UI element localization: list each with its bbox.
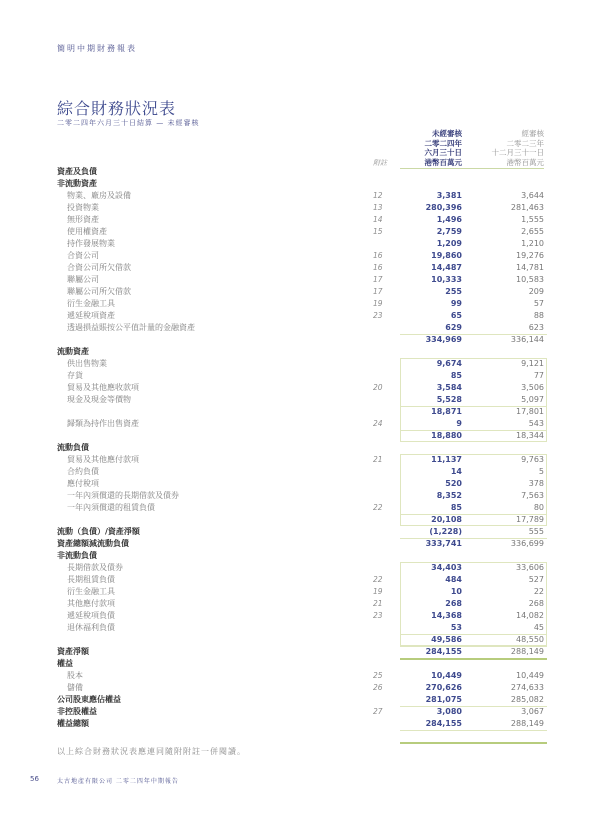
note-ref: 14 <box>373 215 383 224</box>
value-current: 53 <box>450 623 462 632</box>
value-current: 14 <box>450 467 462 476</box>
row-label: 股本 <box>67 671 83 680</box>
table-row <box>57 250 547 262</box>
table-row <box>57 166 547 178</box>
row-label: 流動負債 <box>57 443 89 452</box>
value-current: 18,871 <box>431 407 462 416</box>
row-label: 儲備 <box>67 683 83 692</box>
value-current: 520 <box>445 479 462 488</box>
row-label: 聯屬公司所欠借款 <box>67 287 131 296</box>
value-previous: 623 <box>528 323 544 332</box>
value-current: 484 <box>445 575 462 584</box>
row-label: 遞延稅項負債 <box>67 611 115 620</box>
row-label: 長期借款及債券 <box>67 563 123 572</box>
rule-line <box>400 706 547 707</box>
note-ref: 22 <box>373 575 383 584</box>
value-current: 9,674 <box>436 359 462 368</box>
row-label: 物業、廠房及設備 <box>67 191 131 200</box>
note-ref: 23 <box>373 611 383 620</box>
value-current: 1,496 <box>436 215 462 224</box>
note-ref: 22 <box>373 503 383 512</box>
row-label: 聯屬公司 <box>67 275 99 284</box>
row-label: 使用權資產 <box>67 227 107 236</box>
value-current: 14,368 <box>431 611 462 620</box>
value-current: 18,880 <box>431 431 462 440</box>
row-label: 透過損益賬按公平值計量的金融資產 <box>67 323 195 332</box>
value-previous: 33,606 <box>516 563 544 572</box>
value-current: 5,528 <box>436 395 462 404</box>
table-row <box>57 670 547 682</box>
rule-line <box>400 334 547 335</box>
value-current: 270,626 <box>425 683 462 692</box>
row-label: 歸類為持作出售資產 <box>67 419 139 428</box>
row-label: 貿易及其他應收款項 <box>67 383 139 392</box>
note-ref: 17 <box>373 275 383 284</box>
column-header-current <box>390 129 462 167</box>
value-current: 65 <box>450 311 462 320</box>
table-row <box>57 322 547 334</box>
value-previous: 281,463 <box>510 203 544 212</box>
value-current: 268 <box>445 599 462 608</box>
note-ref: 15 <box>373 227 383 236</box>
row-label: 一年內須償還的長期借款及債券 <box>67 491 179 500</box>
value-previous: 1,555 <box>521 215 544 224</box>
row-label: 合資公司所欠借款 <box>67 263 131 272</box>
value-current: 3,381 <box>436 191 462 200</box>
row-label: 應付稅項 <box>67 479 99 488</box>
note-ref: 12 <box>373 191 383 200</box>
note-ref: 25 <box>373 671 383 680</box>
col-previous-line: 經審核 <box>521 129 544 138</box>
value-current: 11,137 <box>431 455 462 464</box>
note-ref: 13 <box>373 203 383 212</box>
table-row <box>57 238 547 250</box>
col-current-line: 六月三十日 <box>424 148 462 157</box>
value-current: 1,209 <box>436 239 462 248</box>
row-label: 遞延稅項資產 <box>67 311 115 320</box>
row-label: 合約負債 <box>67 467 99 476</box>
rule-line <box>400 658 547 660</box>
row-label: 持作發展物業 <box>67 239 115 248</box>
value-current: 284,155 <box>425 719 462 728</box>
note-ref: 19 <box>373 299 383 308</box>
page-number: 56 <box>30 775 39 783</box>
row-label: 資產及負債 <box>57 167 97 176</box>
value-previous: 336,144 <box>510 335 544 344</box>
row-label: 權益 <box>57 659 73 668</box>
table-row <box>57 346 547 358</box>
col-current-line: 未經審核 <box>432 129 462 138</box>
footer-text: 太古地產有限公司 二零二四年中期報告 <box>57 778 179 785</box>
row-label: 無形資產 <box>67 215 99 224</box>
row-label: 現金及現金等價物 <box>67 395 131 404</box>
rule-line <box>400 406 547 407</box>
note-ref: 24 <box>373 419 383 428</box>
row-label: 非流動資產 <box>57 179 97 188</box>
value-current: 284,155 <box>425 647 462 656</box>
note-ref: 20 <box>373 383 383 392</box>
value-previous: 5 <box>538 467 544 476</box>
rule-line <box>400 634 547 635</box>
row-label: 貿易及其他應付款項 <box>67 455 139 464</box>
value-current: 334,969 <box>425 335 462 344</box>
note-ref: 23 <box>373 311 383 320</box>
value-previous: 14,082 <box>516 611 544 620</box>
table-row <box>57 442 547 454</box>
value-current: 8,352 <box>436 491 462 500</box>
value-current: 99 <box>450 299 462 308</box>
value-current: 10,449 <box>431 671 462 680</box>
value-previous: 19,276 <box>516 251 544 260</box>
value-previous: 3,506 <box>521 383 544 392</box>
value-current: 629 <box>445 323 462 332</box>
value-current: 255 <box>445 287 462 296</box>
note-ref: 21 <box>373 455 383 464</box>
table-row <box>57 706 547 718</box>
row-label: 供出售物業 <box>67 359 107 368</box>
row-label: 衍生金融工具 <box>67 587 115 596</box>
group-box <box>400 454 547 526</box>
row-label: 流動（負債）/資產淨額 <box>57 527 140 536</box>
note-ref: 21 <box>373 599 383 608</box>
rule-line <box>400 430 547 431</box>
row-label: 投資物業 <box>67 203 99 212</box>
rule-line <box>400 646 547 647</box>
table-row <box>57 646 547 658</box>
value-previous: 378 <box>528 479 544 488</box>
value-previous: 527 <box>528 575 544 584</box>
row-label: 公司股東應佔權益 <box>57 695 121 704</box>
value-current: 14,487 <box>431 263 462 272</box>
row-label: 其他應付款項 <box>67 599 115 608</box>
table-row <box>57 310 547 322</box>
table-row <box>57 178 547 190</box>
value-current: 19,860 <box>431 251 462 260</box>
table-row <box>57 190 547 202</box>
value-previous: 336,699 <box>510 539 544 548</box>
table-row <box>57 274 547 286</box>
value-current: 49,586 <box>431 635 462 644</box>
value-previous: 48,550 <box>516 635 544 644</box>
column-header-previous <box>470 129 544 167</box>
value-previous: 45 <box>533 623 544 632</box>
row-label: 長期租賃負債 <box>67 575 115 584</box>
value-previous: 268 <box>528 599 544 608</box>
col-previous-line: 港幣百萬元 <box>506 157 544 167</box>
table-row <box>57 262 547 274</box>
value-current: 333,741 <box>425 539 462 548</box>
table-row <box>57 682 547 694</box>
row-label: 合資公司 <box>67 251 99 260</box>
note-ref: 16 <box>373 251 383 260</box>
table-row <box>57 298 547 310</box>
row-label: 非控股權益 <box>57 707 97 716</box>
col-previous-line: 十二月三十一日 <box>491 148 544 157</box>
value-previous: 10,583 <box>516 275 544 284</box>
value-previous: 288,149 <box>510 647 544 656</box>
value-current: 2,759 <box>436 227 462 236</box>
note-ref: 27 <box>373 707 383 716</box>
value-current: 280,396 <box>425 203 462 212</box>
value-previous: 555 <box>528 527 544 536</box>
value-previous: 2,655 <box>521 227 544 236</box>
value-current: 20,108 <box>431 515 462 524</box>
page-title: 綜合財務狀況表 <box>57 99 177 118</box>
column-header-note: 附註 <box>373 159 387 167</box>
value-previous: 88 <box>533 311 544 320</box>
value-previous: 18,344 <box>516 431 544 440</box>
value-current: 10 <box>450 587 462 596</box>
col-current-line: 港幣百萬元 <box>424 157 462 167</box>
value-previous: 9,121 <box>521 359 544 368</box>
table-row <box>57 226 547 238</box>
row-label: 衍生金融工具 <box>67 299 115 308</box>
rule-line <box>400 730 547 731</box>
value-previous: 7,563 <box>521 491 544 500</box>
value-current: 85 <box>450 371 462 380</box>
value-previous: 57 <box>533 299 544 308</box>
note-ref: 16 <box>373 263 383 272</box>
page-subtitle: 二零二四年六月三十日結算 — 未經審核 <box>57 119 200 127</box>
value-previous: 9,763 <box>521 455 544 464</box>
value-previous: 22 <box>533 587 544 596</box>
value-previous: 274,633 <box>510 683 544 692</box>
table-row <box>57 538 547 550</box>
value-previous: 77 <box>533 371 544 380</box>
value-previous: 3,644 <box>521 191 544 200</box>
value-previous: 209 <box>528 287 544 296</box>
value-current: 10,333 <box>431 275 462 284</box>
rule-line <box>400 514 547 515</box>
col-previous-line: 二零二三年 <box>506 138 544 148</box>
table-row <box>57 214 547 226</box>
value-previous: 1,210 <box>521 239 544 248</box>
value-current: (1,228) <box>429 527 462 536</box>
value-current: 3,584 <box>436 383 462 392</box>
value-previous: 80 <box>533 503 544 512</box>
row-label: 資產總額減流動負債 <box>57 539 129 548</box>
footnote: 以上綜合財務狀況表應連同隨附附註一併閱讀。 <box>57 747 246 756</box>
table-row <box>57 718 547 730</box>
row-label: 退休福利負債 <box>67 623 115 632</box>
value-current: 9 <box>456 419 462 428</box>
note-ref: 26 <box>373 683 383 692</box>
note-ref: 17 <box>373 287 383 296</box>
rule-line <box>400 742 547 744</box>
value-current: 3,080 <box>436 707 462 716</box>
value-previous: 543 <box>528 419 544 428</box>
value-previous: 14,781 <box>516 263 544 272</box>
section-label: 簡明中期財務報表 <box>57 44 137 53</box>
value-current: 34,403 <box>431 563 462 572</box>
value-current: 85 <box>450 503 462 512</box>
table-row <box>57 202 547 214</box>
value-previous: 3,067 <box>521 707 544 716</box>
rule-line <box>400 538 547 539</box>
note-ref: 19 <box>373 587 383 596</box>
table-row <box>57 526 547 538</box>
table-row <box>57 694 547 706</box>
row-label: 權益總額 <box>57 719 89 728</box>
value-previous: 288,149 <box>510 719 544 728</box>
value-previous: 285,082 <box>510 695 544 704</box>
table-row <box>57 550 547 562</box>
row-label: 資產淨額 <box>57 647 89 656</box>
row-label: 非流動負債 <box>57 551 97 560</box>
table-row <box>57 286 547 298</box>
value-previous: 17,789 <box>516 515 544 524</box>
col-current-line: 二零二四年 <box>424 138 462 148</box>
value-previous: 5,097 <box>521 395 544 404</box>
value-previous: 10,449 <box>516 671 544 680</box>
subtotal-row <box>57 334 547 346</box>
row-label: 一年內須償還的租賃負債 <box>67 503 155 512</box>
row-label: 存貨 <box>67 371 83 380</box>
row-label: 流動資產 <box>57 347 89 356</box>
value-previous: 17,801 <box>516 407 544 416</box>
value-current: 281,075 <box>425 695 462 704</box>
